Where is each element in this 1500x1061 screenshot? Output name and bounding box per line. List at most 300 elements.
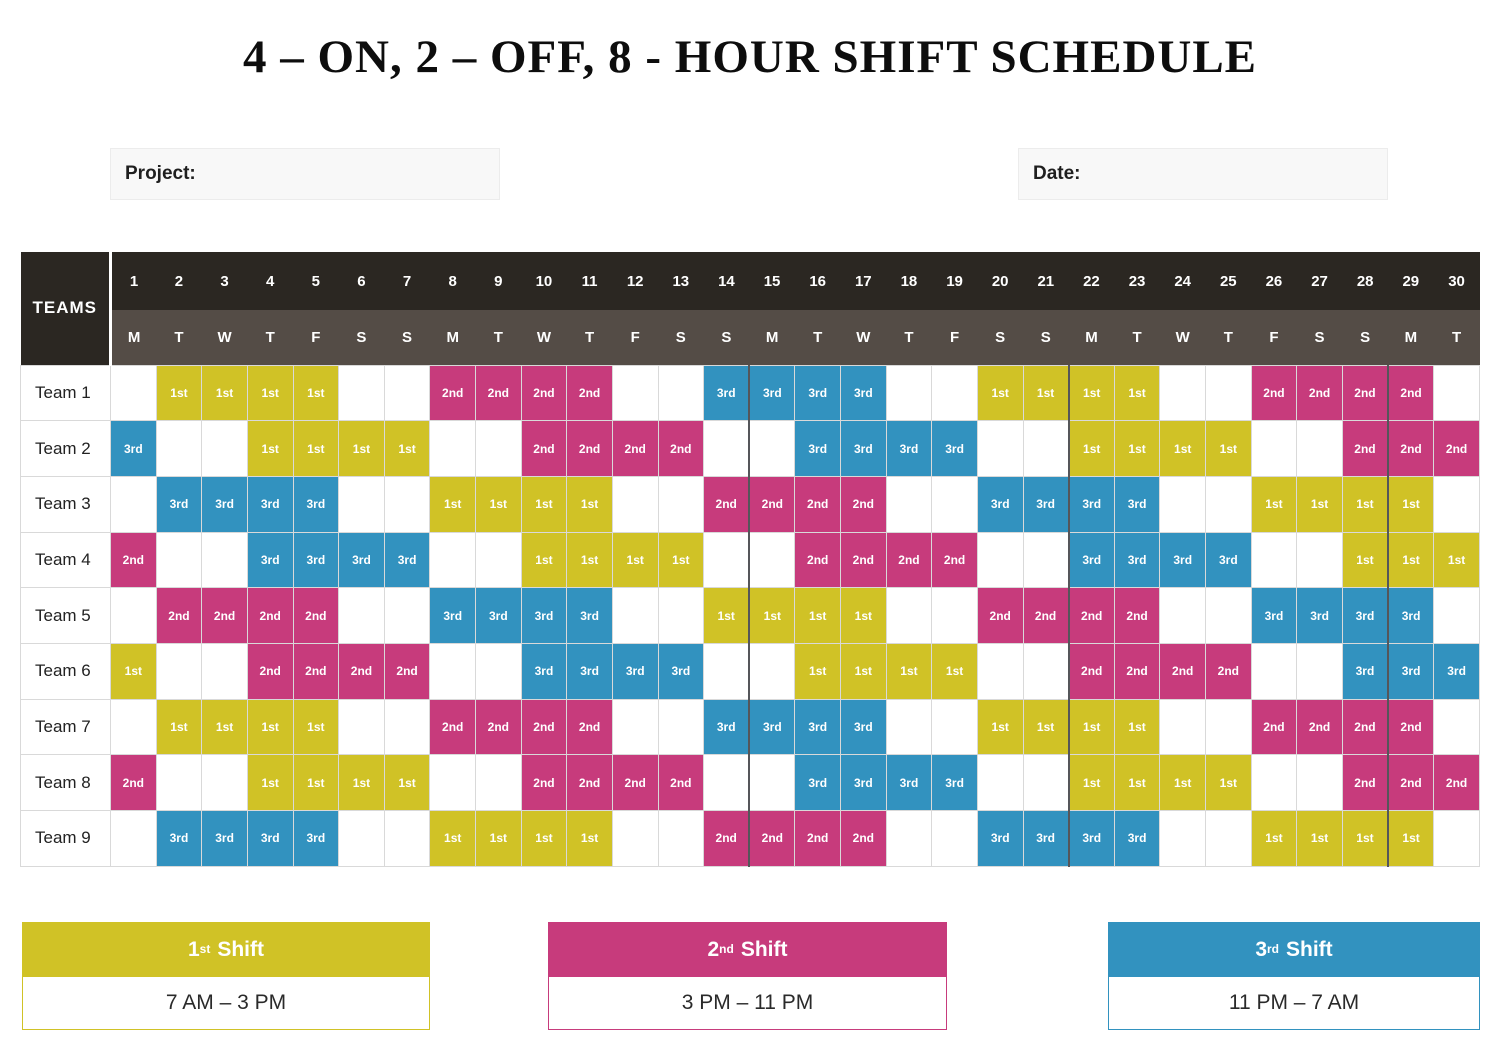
shift-cell: 1st	[932, 643, 978, 699]
shift-cell: 3rd	[886, 421, 932, 477]
day-number-cell: 11	[567, 252, 613, 310]
shift-cell: 3rd	[795, 421, 841, 477]
shift-cell: 2nd	[111, 755, 157, 811]
legend-2nd-ordinal: 2	[707, 937, 720, 961]
shift-cell	[1297, 755, 1343, 811]
shift-cell: 1st	[156, 365, 202, 421]
day-letter-cell: T	[567, 310, 613, 365]
shift-cell: 1st	[293, 755, 339, 811]
shift-cell: 3rd	[247, 476, 293, 532]
shift-cell: 3rd	[293, 476, 339, 532]
shift-cell: 2nd	[1388, 699, 1434, 755]
day-number-cell: 4	[247, 252, 293, 310]
team-row	[21, 643, 1480, 699]
shift-cell: 2nd	[1160, 643, 1206, 699]
shift-cell	[384, 588, 430, 644]
shift-cell	[339, 365, 385, 421]
shift-cell	[156, 643, 202, 699]
legend-3rd-ordinal: 3	[1255, 937, 1268, 961]
shift-cell: 3rd	[1342, 643, 1388, 699]
shift-cell: 1st	[886, 643, 932, 699]
shift-cell	[1434, 476, 1480, 532]
project-field[interactable]	[110, 148, 500, 200]
shift-cell	[704, 421, 750, 477]
shift-cell: 3rd	[1434, 643, 1480, 699]
shift-cell: 3rd	[1388, 588, 1434, 644]
shift-cell: 1st	[658, 532, 704, 588]
day-number-cell: 21	[1023, 252, 1069, 310]
shift-cell: 2nd	[612, 421, 658, 477]
shift-cell: 2nd	[1342, 421, 1388, 477]
shift-cell: 3rd	[293, 811, 339, 867]
shift-cell: 1st	[1388, 476, 1434, 532]
day-number-row	[21, 252, 1480, 310]
shift-cell	[1251, 532, 1297, 588]
shift-cell: 2nd	[1388, 365, 1434, 421]
shift-cell: 1st	[247, 365, 293, 421]
shift-cell: 1st	[247, 421, 293, 477]
shift-cell: 1st	[521, 811, 567, 867]
shift-cell	[658, 588, 704, 644]
legend-1st-shift-title: 1 $^{st}$ Shift	[22, 922, 430, 977]
schedule-header	[21, 252, 1480, 365]
shift-cell	[749, 532, 795, 588]
shift-cell: 2nd	[521, 755, 567, 811]
shift-cell: 3rd	[247, 532, 293, 588]
shift-cell: 1st	[430, 476, 476, 532]
shift-cell: 2nd	[1251, 365, 1297, 421]
day-letter-cell: T	[795, 310, 841, 365]
shift-cell	[1297, 421, 1343, 477]
day-number-cell: 3	[202, 252, 248, 310]
shift-cell: 2nd	[1388, 421, 1434, 477]
shift-cell: 3rd	[339, 532, 385, 588]
shift-cell: 2nd	[293, 588, 339, 644]
day-letter-cell: S	[704, 310, 750, 365]
shift-cell: 2nd	[384, 643, 430, 699]
shift-cell: 3rd	[156, 811, 202, 867]
shift-cell	[886, 476, 932, 532]
shift-cell	[749, 755, 795, 811]
day-number-cell: 1	[111, 252, 157, 310]
day-letter-cell: S	[339, 310, 385, 365]
shift-cell	[1434, 365, 1480, 421]
shift-cell	[932, 365, 978, 421]
shift-cell: 3rd	[977, 476, 1023, 532]
shift-cell: 2nd	[430, 699, 476, 755]
team-name-cell: Team 9	[21, 811, 111, 867]
day-letter-cell: S	[384, 310, 430, 365]
shift-cell	[1206, 811, 1252, 867]
day-number-cell: 2	[156, 252, 202, 310]
shift-cell: 2nd	[521, 699, 567, 755]
shift-cell	[749, 421, 795, 477]
shift-cell: 3rd	[1114, 811, 1160, 867]
shift-cell	[202, 643, 248, 699]
shift-cell: 3rd	[1023, 476, 1069, 532]
day-letter-cell: F	[1251, 310, 1297, 365]
shift-cell: 1st	[1069, 755, 1115, 811]
shift-cell	[202, 755, 248, 811]
shift-cell: 3rd	[1069, 532, 1115, 588]
day-letter-cell: T	[1114, 310, 1160, 365]
shift-cell	[111, 699, 157, 755]
shift-cell	[1206, 365, 1252, 421]
shift-cell	[1023, 755, 1069, 811]
shift-cell: 3rd	[1114, 476, 1160, 532]
shift-cell: 3rd	[476, 588, 522, 644]
day-letter-cell: F	[932, 310, 978, 365]
shift-cell: 1st	[1069, 699, 1115, 755]
shift-cell: 3rd	[1069, 476, 1115, 532]
shift-cell: 1st	[567, 476, 613, 532]
shift-cell	[1206, 699, 1252, 755]
shift-cell: 1st	[1434, 532, 1480, 588]
team-name-cell: Team 1	[21, 365, 111, 421]
day-letter-cell: S	[658, 310, 704, 365]
shift-cell	[430, 532, 476, 588]
shift-cell	[202, 532, 248, 588]
date-label: Date:	[1033, 163, 1081, 184]
shift-cell: 1st	[1069, 421, 1115, 477]
day-number-cell: 25	[1206, 252, 1252, 310]
shift-cell: 3rd	[293, 532, 339, 588]
shift-cell: 1st	[384, 421, 430, 477]
shift-cell: 3rd	[1342, 588, 1388, 644]
shift-cell: 2nd	[1297, 699, 1343, 755]
day-number-cell: 15	[749, 252, 795, 310]
day-number-cell: 24	[1160, 252, 1206, 310]
shift-cell	[886, 699, 932, 755]
shift-cell: 1st	[1023, 365, 1069, 421]
shift-cell	[476, 755, 522, 811]
day-number-cell: 7	[384, 252, 430, 310]
day-number-cell: 23	[1114, 252, 1160, 310]
shift-cell	[612, 811, 658, 867]
shift-cell: 1st	[476, 476, 522, 532]
shift-cell: 1st	[567, 811, 613, 867]
team-row	[21, 755, 1480, 811]
legend-2nd-shift	[548, 922, 947, 1030]
team-row	[21, 532, 1480, 588]
shift-cell	[612, 365, 658, 421]
day-number-cell: 5	[293, 252, 339, 310]
shift-cell: 2nd	[567, 699, 613, 755]
shift-cell: 1st	[1388, 532, 1434, 588]
day-letter-cell: S	[1342, 310, 1388, 365]
day-number-cell: 10	[521, 252, 567, 310]
shift-cell: 1st	[156, 699, 202, 755]
shift-cell: 2nd	[430, 365, 476, 421]
shift-cell: 2nd	[521, 365, 567, 421]
shift-cell	[1297, 532, 1343, 588]
shift-cell	[886, 811, 932, 867]
shift-cell	[111, 588, 157, 644]
shift-cell: 2nd	[1069, 588, 1115, 644]
shift-cell: 2nd	[567, 421, 613, 477]
shift-cell	[339, 811, 385, 867]
shift-cell: 1st	[1251, 811, 1297, 867]
day-letter-cell: F	[612, 310, 658, 365]
shift-cell: 1st	[1342, 476, 1388, 532]
shift-cell	[1206, 588, 1252, 644]
shift-cell: 2nd	[1342, 365, 1388, 421]
shift-cell: 1st	[202, 699, 248, 755]
shift-cell: 1st	[1342, 532, 1388, 588]
shift-cell: 2nd	[567, 755, 613, 811]
shift-cell: 2nd	[1023, 588, 1069, 644]
day-number-cell: 8	[430, 252, 476, 310]
shift-cell: 3rd	[886, 755, 932, 811]
shift-cell	[1251, 643, 1297, 699]
shift-cell: 3rd	[704, 365, 750, 421]
day-number-cell: 20	[977, 252, 1023, 310]
team-name-cell: Team 8	[21, 755, 111, 811]
day-letter-cell: M	[1069, 310, 1115, 365]
legend-3rd-shift-title: 3 $^{rd}$ Shift	[1108, 922, 1480, 977]
day-number-cell: 30	[1434, 252, 1480, 310]
shift-cell: 2nd	[795, 811, 841, 867]
shift-cell: 1st	[476, 811, 522, 867]
shift-cell: 3rd	[795, 699, 841, 755]
shift-cell	[886, 365, 932, 421]
day-letter-cell: T	[247, 310, 293, 365]
shift-cell: 1st	[1023, 699, 1069, 755]
shift-cell: 1st	[339, 421, 385, 477]
shift-cell: 1st	[1160, 421, 1206, 477]
day-number-cell: 12	[612, 252, 658, 310]
shift-cell	[384, 476, 430, 532]
shift-cell	[476, 421, 522, 477]
shift-cell: 3rd	[156, 476, 202, 532]
legend-1st-shift	[22, 922, 430, 1030]
shift-cell	[1160, 476, 1206, 532]
shift-cell: 2nd	[476, 365, 522, 421]
day-letter-cell: T	[1434, 310, 1480, 365]
day-letter-cell: S	[977, 310, 1023, 365]
shift-cell: 1st	[567, 532, 613, 588]
shift-cell: 1st	[1114, 699, 1160, 755]
shift-cell: 2nd	[658, 421, 704, 477]
shift-cell: 3rd	[841, 755, 887, 811]
shift-cell	[156, 755, 202, 811]
shift-cell	[932, 699, 978, 755]
shift-cell: 2nd	[567, 365, 613, 421]
shift-cell: 1st	[1114, 421, 1160, 477]
shift-cell: 3rd	[841, 421, 887, 477]
shift-cell	[932, 476, 978, 532]
shift-cell: 1st	[612, 532, 658, 588]
shift-cell: 1st	[1206, 755, 1252, 811]
day-number-cell: 17	[841, 252, 887, 310]
day-number-cell: 28	[1342, 252, 1388, 310]
team-name-cell: Team 7	[21, 699, 111, 755]
shift-cell: 2nd	[1434, 421, 1480, 477]
day-number-cell: 29	[1388, 252, 1434, 310]
schedule-body	[21, 365, 1480, 866]
shift-cell	[932, 811, 978, 867]
shift-cell: 3rd	[1251, 588, 1297, 644]
legend-2nd-shift-time: 3 PM – 11 PM	[548, 977, 947, 1030]
shift-cell: 2nd	[886, 532, 932, 588]
shift-cell: 1st	[1342, 811, 1388, 867]
shift-cell: 3rd	[521, 643, 567, 699]
shift-cell: 2nd	[658, 755, 704, 811]
shift-cell	[1160, 365, 1206, 421]
shift-cell: 1st	[384, 755, 430, 811]
team-row	[21, 811, 1480, 867]
shift-cell: 2nd	[749, 811, 795, 867]
shift-cell: 1st	[1388, 811, 1434, 867]
shift-cell: 3rd	[795, 365, 841, 421]
shift-cell	[1023, 643, 1069, 699]
day-number-cell: 22	[1069, 252, 1115, 310]
shift-cell: 1st	[1297, 811, 1343, 867]
shift-cell: 3rd	[1023, 811, 1069, 867]
shift-cell	[612, 699, 658, 755]
shift-cell: 1st	[430, 811, 476, 867]
shift-cell	[430, 755, 476, 811]
shift-cell: 2nd	[1297, 365, 1343, 421]
legend-1st-ordinal: 1	[187, 937, 200, 961]
team-row	[21, 365, 1480, 421]
shift-cell: 2nd	[841, 476, 887, 532]
shift-cell: 2nd	[202, 588, 248, 644]
team-row	[21, 476, 1480, 532]
shift-cell: 2nd	[1434, 755, 1480, 811]
team-name-cell: Team 6	[21, 643, 111, 699]
shift-cell: 1st	[795, 588, 841, 644]
shift-cell: 3rd	[567, 643, 613, 699]
shift-cell: 2nd	[1388, 755, 1434, 811]
shift-cell	[1023, 532, 1069, 588]
shift-cell: 2nd	[293, 643, 339, 699]
day-number-cell: 26	[1251, 252, 1297, 310]
shift-cell: 2nd	[612, 755, 658, 811]
day-letter-cell: T	[886, 310, 932, 365]
shift-cell: 3rd	[247, 811, 293, 867]
shift-cell: 3rd	[1114, 532, 1160, 588]
shift-cell: 1st	[1160, 755, 1206, 811]
shift-cell	[1434, 811, 1480, 867]
shift-cell	[1434, 588, 1480, 644]
legend-1st-shift-time: 7 AM – 3 PM	[22, 977, 430, 1030]
shift-cell: 3rd	[111, 421, 157, 477]
shift-cell: 3rd	[841, 699, 887, 755]
shift-cell: 2nd	[1342, 699, 1388, 755]
shift-cell	[339, 588, 385, 644]
day-letter-cell: S	[1297, 310, 1343, 365]
shift-cell	[1160, 588, 1206, 644]
shift-cell: 2nd	[1251, 699, 1297, 755]
day-number-cell: 13	[658, 252, 704, 310]
day-letter-cell: T	[1206, 310, 1252, 365]
shift-cell: 3rd	[1069, 811, 1115, 867]
shift-cell: 2nd	[247, 588, 293, 644]
shift-cell: 3rd	[749, 365, 795, 421]
shift-schedule-table	[20, 252, 1480, 867]
shift-cell: 2nd	[1114, 588, 1160, 644]
shift-cell: 1st	[293, 699, 339, 755]
shift-cell	[886, 588, 932, 644]
shift-cell: 2nd	[977, 588, 1023, 644]
day-letter-cell: T	[156, 310, 202, 365]
shift-cell: 2nd	[704, 811, 750, 867]
shift-cell: 1st	[339, 755, 385, 811]
shift-cell	[384, 699, 430, 755]
day-letter-cell: S	[1023, 310, 1069, 365]
shift-cell: 1st	[293, 421, 339, 477]
shift-cell	[156, 532, 202, 588]
shift-cell	[430, 643, 476, 699]
shift-cell: 3rd	[841, 365, 887, 421]
shift-cell	[658, 476, 704, 532]
shift-cell: 2nd	[476, 699, 522, 755]
shift-cell	[658, 365, 704, 421]
day-letter-cell: W	[202, 310, 248, 365]
shift-cell	[977, 643, 1023, 699]
day-letter-cell: W	[521, 310, 567, 365]
shift-cell: 3rd	[749, 699, 795, 755]
shift-cell: 3rd	[612, 643, 658, 699]
shift-cell: 3rd	[202, 811, 248, 867]
shift-cell	[704, 755, 750, 811]
shift-cell	[384, 365, 430, 421]
shift-cell	[704, 532, 750, 588]
shift-cell: 1st	[521, 476, 567, 532]
shift-cell: 3rd	[384, 532, 430, 588]
shift-cell: 3rd	[1206, 532, 1252, 588]
date-field[interactable]	[1018, 148, 1388, 200]
shift-cell	[612, 588, 658, 644]
shift-cell: 1st	[1069, 365, 1115, 421]
shift-cell: 3rd	[704, 699, 750, 755]
shift-cell	[111, 811, 157, 867]
day-number-cell: 19	[932, 252, 978, 310]
shift-cell: 1st	[841, 588, 887, 644]
shift-cell	[111, 365, 157, 421]
shift-cell	[1023, 421, 1069, 477]
shift-cell: 2nd	[156, 588, 202, 644]
shift-cell: 3rd	[1388, 643, 1434, 699]
shift-cell: 2nd	[1206, 643, 1252, 699]
shift-cell: 2nd	[247, 643, 293, 699]
team-row	[21, 588, 1480, 644]
shift-cell	[932, 588, 978, 644]
shift-cell: 3rd	[567, 588, 613, 644]
shift-cell	[977, 755, 1023, 811]
shift-cell: 1st	[521, 532, 567, 588]
shift-cell: 2nd	[521, 421, 567, 477]
shift-cell: 1st	[1114, 365, 1160, 421]
shift-cell	[202, 421, 248, 477]
shift-cell: 3rd	[795, 755, 841, 811]
shift-cell: 3rd	[658, 643, 704, 699]
shift-cell	[704, 643, 750, 699]
legend-3rd-shift	[1108, 922, 1480, 1030]
shift-cell: 1st	[1114, 755, 1160, 811]
shift-cell	[476, 643, 522, 699]
shift-cell	[658, 811, 704, 867]
shift-cell: 2nd	[795, 532, 841, 588]
shift-cell: 3rd	[430, 588, 476, 644]
team-row	[21, 699, 1480, 755]
shift-cell: 1st	[247, 699, 293, 755]
shift-cell: 1st	[1297, 476, 1343, 532]
day-number-cell: 6	[339, 252, 385, 310]
legend-2nd-shift-title: 2 $^{nd}$ Shift	[548, 922, 947, 977]
teams-header-cell: TEAMS	[21, 252, 111, 365]
